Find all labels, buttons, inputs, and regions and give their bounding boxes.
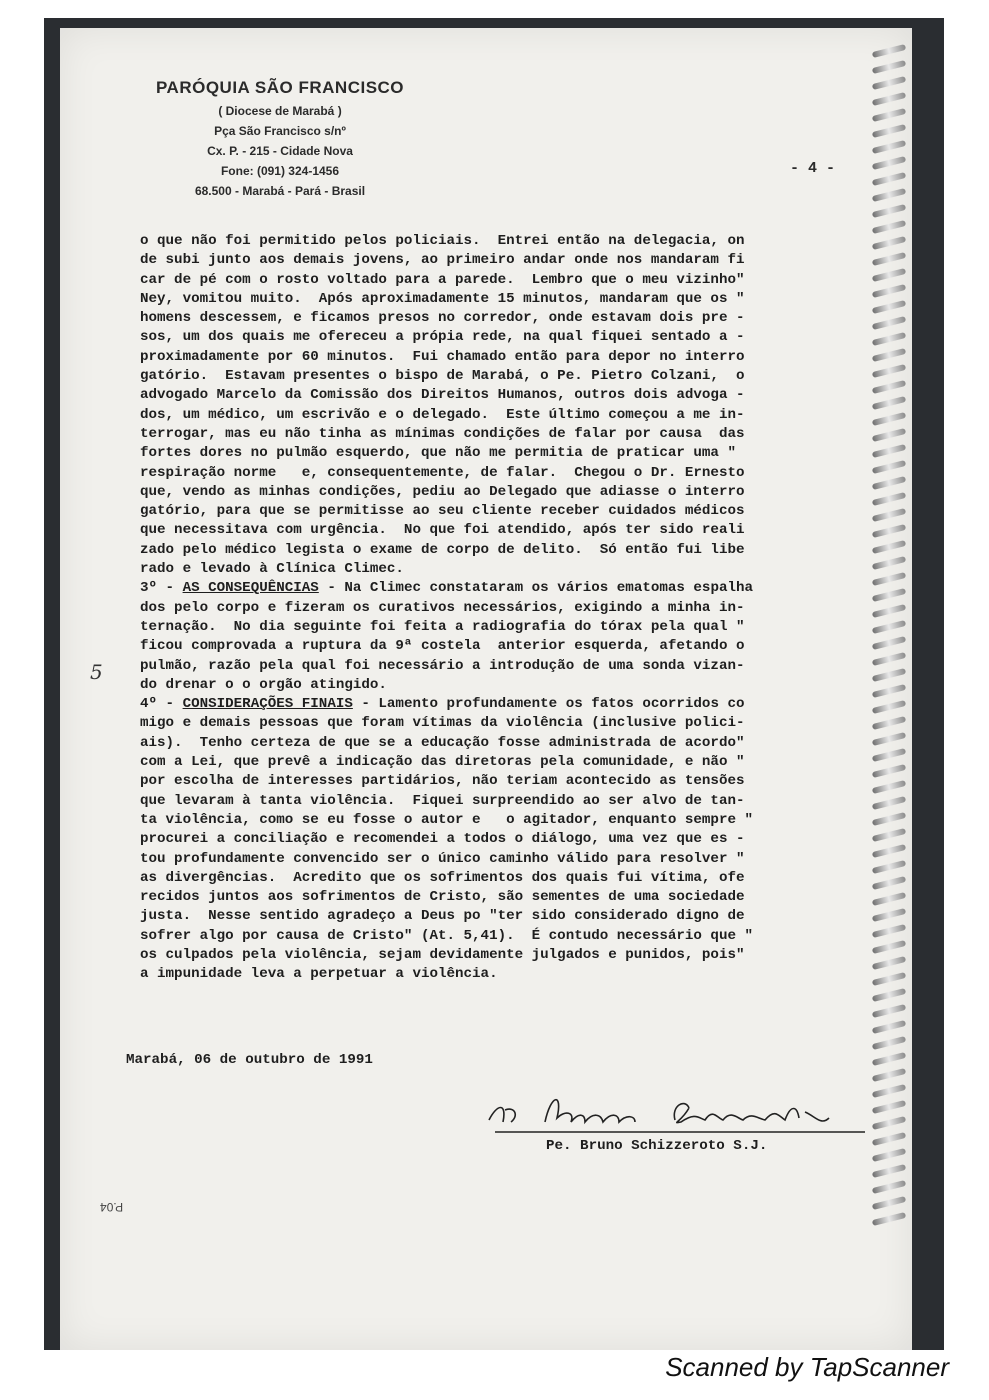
spiral-coil (872, 1116, 906, 1130)
spiral-coil (872, 60, 906, 74)
section4-line: ais). Tenho certeza de que se a educação fosse administrada de acordo" (140, 734, 745, 751)
scanner-watermark: Scanned by TapScanner (665, 1352, 949, 1382)
spiral-coil (872, 204, 906, 218)
body-line: terrogar, mas eu não tinha as mínimas condições de falar por causa das (140, 425, 745, 442)
spiral-coil (872, 1212, 906, 1226)
section4-line: migo e demais pessoas que foram vítimas da violência (inclusive polici- (140, 715, 745, 732)
spiral-coil (872, 1148, 906, 1162)
section3-line: dos pelo corpo e fizeram os curativos necessários, exigindo a minha in- (140, 599, 745, 616)
section-3-line-0: - Na Climec constataram os vários ematomas espalha (318, 580, 754, 597)
section4-line: recidos juntos aos sofrimentos de Cristo, são sementes de uma sociedade (140, 889, 745, 906)
spiral-coil (872, 156, 906, 170)
section4-line: sofrer algo por causa de Cristo" (At. 5,41). É contudo necessário que " (140, 927, 753, 944)
spiral-coil (872, 124, 906, 138)
spiral-coil (872, 1020, 906, 1034)
city-line: 68.500 - Marabá - Pará - Brasil (194, 184, 366, 198)
section3-line: ficou comprovada a ruptura da 9ª costela anterior esquerda, afetando o (140, 638, 745, 655)
spiral-coil (872, 1100, 906, 1114)
section-4-first-line (140, 695, 890, 714)
body-line: sos, um dos quais me ofereceu a própia rede, na qual fiquei sentado a - (140, 329, 745, 346)
handwritten-signature (485, 1082, 875, 1142)
handwritten-margin-note: 5 (90, 660, 103, 684)
section4-line: que levaram à tanta violência. Fiquei surpreendido ao ser alvo de tan- (140, 792, 745, 809)
section4-line: com a Lei, que prevê a indicação das diretoras pela comunidade, e não " (140, 754, 745, 771)
body-line: dos, um médico, um escrivão e o delegado. Este último começou a me in- (140, 406, 745, 423)
body-line: que, vendo as minhas condições, pediu ao Delegado que adiasse o interro (140, 483, 745, 500)
diocese: ( Diocese de Marabá ) (218, 104, 342, 118)
section4-line: as divergências. Acredito que os sofrimentos dos quais fui vítima, ofe (140, 869, 745, 886)
section3-line: ternação. No dia seguinte foi feita a radiografia do tórax pela qual " (140, 618, 745, 635)
body-line: respiração norme e, consequentemente, de falar. Chegou o Dr. Ernesto (140, 464, 745, 481)
page-reference: P.04 (100, 1200, 124, 1214)
section4-line: justa. Nesse sentido agradeço a Deus po "ter sido considerado digno de (140, 908, 745, 925)
body-line: advogado Marcelo da Comissão dos Direitos Humanos, outros dois advoga - (140, 387, 745, 404)
spiral-coil (872, 1036, 906, 1050)
spiral-coil (872, 1068, 906, 1082)
body-line: que necessitava com urgência. No que foi atendido, após ter sido reali (140, 522, 745, 539)
spiral-coil (872, 988, 906, 1002)
section-3-number: 3º - (140, 580, 183, 597)
section4-line: ta violência, como se eu fosse o autor e o agitador, enquanto sempre " (140, 811, 753, 828)
section-3-heading: AS CONSEQUÊNCIAS (182, 580, 319, 597)
parish-name: PARÓQUIA SÃO FRANCISCO (155, 78, 405, 97)
section-3-body (140, 599, 890, 695)
spiral-coil (872, 1196, 906, 1210)
spiral-coil (872, 92, 906, 106)
spiral-coil (872, 172, 906, 186)
date-line: Marabá, 06 de outubro de 1991 (126, 1052, 373, 1068)
spiral-coil (872, 76, 906, 90)
letterhead (130, 78, 430, 198)
spiral-coil (872, 140, 906, 154)
section-4-body (140, 714, 890, 984)
body-line: o que não foi permitido pelos policiais. Entrei então na delegacia, on (140, 233, 745, 249)
spiral-coil (872, 188, 906, 202)
section4-line: por escolha de interesses partidários, não teriam acontecido as tensões (140, 773, 745, 790)
section-4-number: 4º - (140, 696, 183, 713)
page-number: - 4 - (790, 160, 836, 177)
letter-body (140, 232, 890, 985)
spiral-coil (872, 44, 906, 58)
section-4-line-0: - Lamento profundamente os fatos ocorridos co (352, 696, 745, 713)
spiral-coil (872, 1132, 906, 1146)
section3-line: do drenar o o orgão atingido. (140, 676, 387, 693)
spiral-coil (872, 108, 906, 122)
body-paragraph (140, 232, 890, 579)
body-line: zado pelo médico legista o exame de corpo de delito. Só então fui libe (140, 541, 745, 558)
section4-line: tou profundamente convencido ser o único caminho válido para resolver " (140, 850, 745, 867)
spiral-coil (872, 1180, 906, 1194)
address: Pça São Francisco s/nº (214, 124, 346, 138)
section-4-heading: CONSIDERAÇÕES FINAIS (182, 696, 353, 713)
section4-line: a impunidade leva a perpetuar a violência. (140, 966, 498, 983)
signer-name: Pe. Bruno Schizzeroto S.J. (546, 1138, 768, 1154)
body-line: homens descessem, e ficamos presos no corredor, onde estavam dois pre - (140, 310, 745, 327)
body-line: Ney, vomitou muito. Após aproximadamente 15 minutos, mandaram que os " (140, 290, 745, 307)
spiral-coil (872, 1004, 906, 1018)
section-3-first-line (140, 579, 890, 598)
spiral-coil (872, 1164, 906, 1178)
body-line: proximadamente por 60 minutos. Fui chamado então para depor no interro (140, 348, 745, 365)
body-line: gatório, para que se permitisse ao seu cliente receber cuidados médicos (140, 503, 745, 520)
section4-line: procurei a conciliação e recomendei a todos o diálogo, uma vez que es - (140, 831, 745, 848)
section4-line: os culpados pela violência, sejam devidamente julgados e punidos, pois" (140, 946, 745, 963)
section3-line: pulmão, razão pela qual foi necessário a introdução de uma sonda vizan- (140, 657, 745, 674)
body-line: gatório. Estavam presentes o bispo de Marabá, o Pe. Pietro Colzani, o (140, 368, 745, 385)
body-line: fortes dores no pulmão esquerdo, que não me permitia de praticar uma " (140, 445, 736, 462)
body-line: car de pé com o rosto voltado para a parede. Lembro que o meu vizinho" (140, 271, 745, 288)
phone: Fone: (091) 324-1456 (220, 164, 340, 178)
spiral-coil (872, 1052, 906, 1066)
spiral-coil (872, 1084, 906, 1098)
body-line: rado e levado à Clínica Climec. (140, 561, 404, 578)
body-line: de subi junto aos demais jovens, ao primeiro andar onde nos mandaram fi (140, 252, 745, 269)
postal-box: Cx. P. - 215 - Cidade Nova (207, 144, 353, 158)
